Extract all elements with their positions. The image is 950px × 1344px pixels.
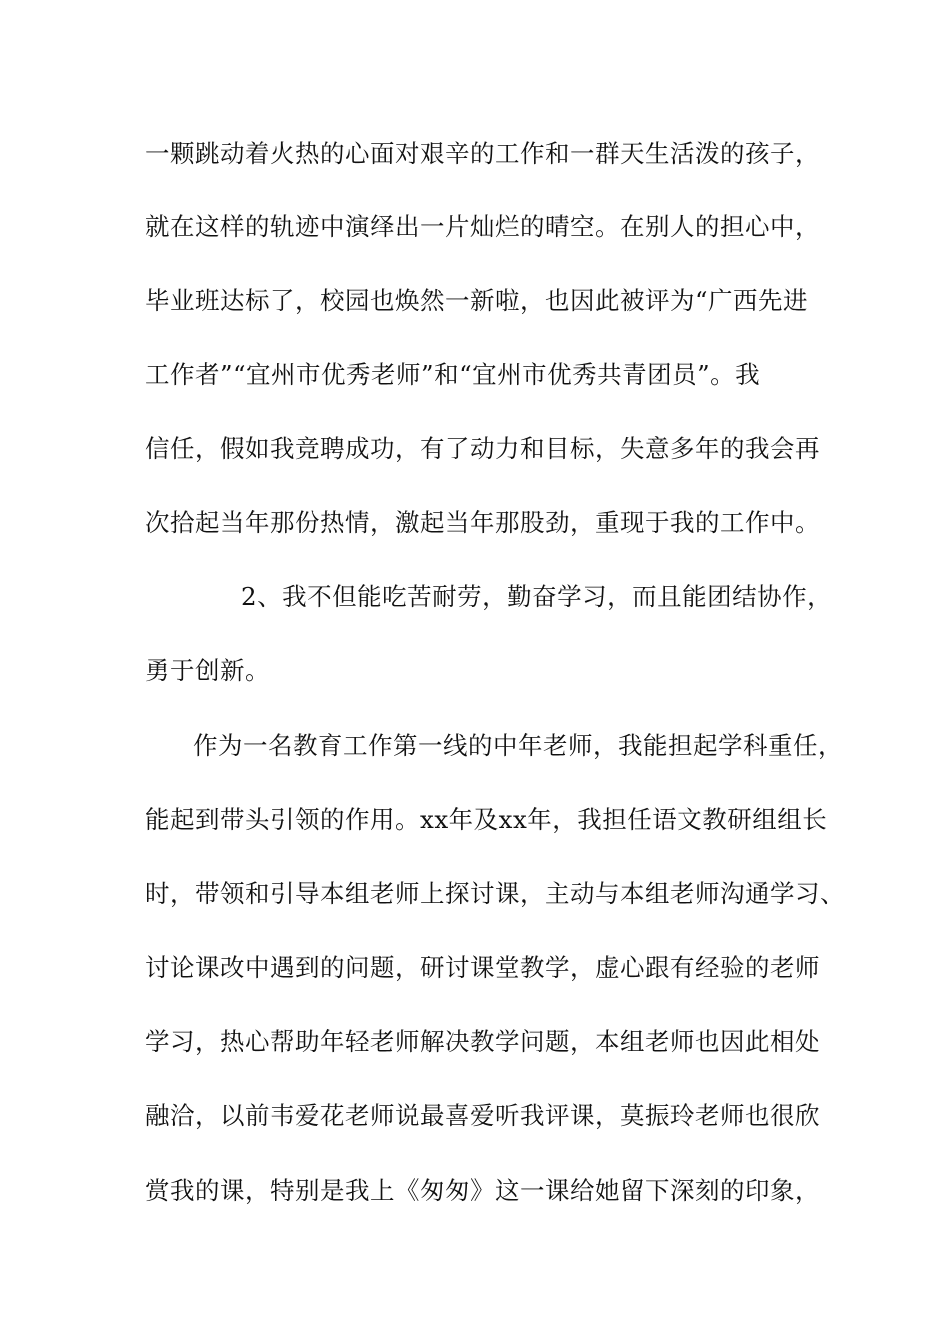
text-line: 赏我的课，特别是我上《匆匆》这一课给她留下深刻的印象， (145, 1176, 820, 1205)
text-line: 时，带领和引导本组老师上探讨课，主动与本组老师沟通学习、 (145, 879, 845, 908)
text-line: 学习，热心帮助年轻老师解决教学问题，本组老师也因此相处 (145, 1027, 820, 1056)
text-line: 信任，假如我竞聘成功，有了动力和目标，失意多年的我会再 (145, 434, 820, 463)
text-line: 一颗跳动着火热的心面对艰辛的工作和一群天生活泼的孩子， (145, 139, 820, 168)
paragraph-start: 作为一名教育工作第一线的中年老师，我能担起学科重任， (193, 731, 843, 760)
text-line: 毕业班达标了，校园也焕然一新啦，也因此被评为“广西先进 (145, 286, 809, 315)
text-line: 能起到带头引领的作用。xx年及xx年，我担任语文教研组组长 (145, 805, 828, 834)
text-line: 就在这样的轨迹中演绎出一片灿烂的晴空。在别人的担心中， (145, 212, 820, 241)
list-item-2: 2、我不但能吃苦耐劳，勤奋学习，而且能团结协作， (241, 582, 833, 611)
text-line: 工作者”“宜州市优秀老师”和“宜州市优秀共青团员”。我 (145, 360, 761, 389)
text-line: 融洽，以前韦爱花老师说最喜爱听我评课，莫振玲老师也很欣 (145, 1101, 820, 1130)
text-line: 次拾起当年那份热情，激起当年那股劲，重现于我的工作中。 (145, 508, 820, 537)
text-line: 讨论课改中遇到的问题，研讨课堂教学，虚心跟有经验的老师 (145, 953, 820, 982)
text-line: 勇于创新。 (145, 656, 270, 685)
